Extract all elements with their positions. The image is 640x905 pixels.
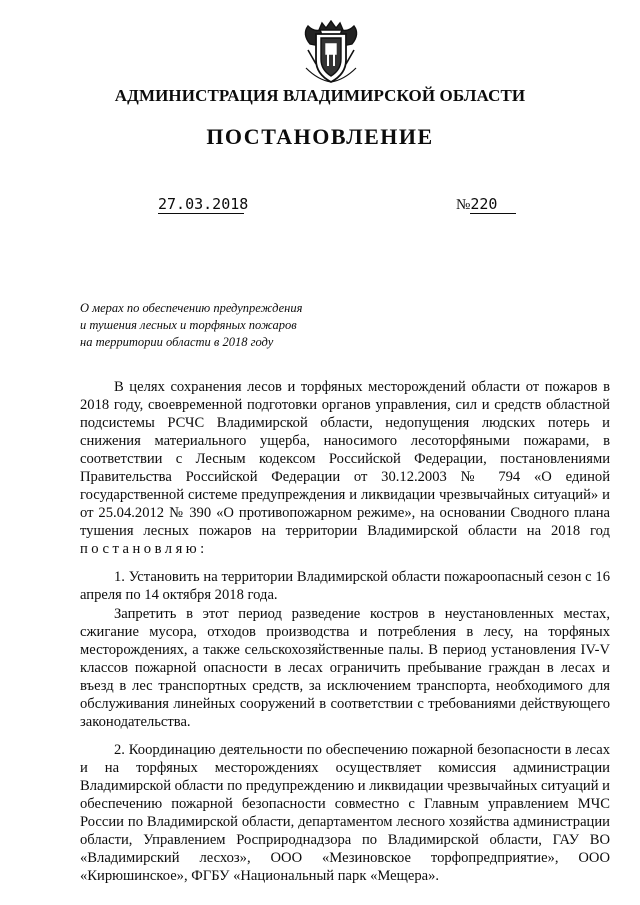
subject-line: О мерах по обеспечению предупреждения bbox=[80, 301, 303, 315]
coat-of-arms-icon bbox=[298, 20, 364, 86]
item-1-paragraph: 1. Установить на территории Владимирской области пожароопасный сезон с 16 апреля по 14 октября 2018 года. bbox=[80, 569, 610, 603]
document-body bbox=[80, 378, 610, 891]
number-sign: № bbox=[456, 197, 471, 213]
preamble-text: В целях сохранения лесов и торфяных месторождений области от пожаров в 2018 году, своевременной подготовки органов управления, сил и средств областной подсистемы РСЧС Владимирской области, недопущения людских потерь и снижения материального ущерба, наносимого лесоторфяными пожарами, в соответствии с Лесным кодексом Российской Федерации, постановлениями Правительства Российской Федерации от 30.12.2003 № 794 «О единой государственной системе предупреждения и ликвидации чрезвычайных ситуаций» и от 25.04.2012 № 390 «О противопожарном режиме», на основании Сводного плана тушения лесных пожаров на территории Владимирской области на 2018 год bbox=[80, 379, 610, 539]
resolve-word: постановляю: bbox=[80, 541, 208, 557]
document-type-title: ПОСТАНОВЛЕНИЕ bbox=[206, 124, 434, 149]
number-value: 220 bbox=[470, 195, 516, 214]
organization-name: АДМИНИСТРАЦИЯ ВЛАДИМИРСКОЙ ОБЛАСТИ bbox=[114, 86, 526, 105]
subject-line: и тушения лесных и торфяных пожаров bbox=[80, 318, 297, 332]
document-date: 27.03.2018 bbox=[158, 195, 249, 213]
document-subject bbox=[80, 300, 340, 351]
subject-line: на территории области в 2018 году bbox=[80, 335, 274, 349]
preamble-paragraph bbox=[80, 378, 610, 558]
document-number bbox=[456, 195, 516, 214]
item-2-paragraph: 2. Координацию деятельности по обеспечению пожарной безопасности в лесах и на торфяных месторождениях осуществляет комиссия администрации Владимирской области по предупреждению и ликвидации чрезвычайных ситуаций и обеспечению пожарной безопасности совместно с Главным управлением МЧС России по Владимирской области, департаментом лесного хозяйства администрации области, Управлением Росприроднадзора по Владимирской области, ГАУ ВО «Владимирский лесхоз», ООО «Мезиновское торфопредприятие», ООО «Кирюшинское», ФГБУ «Национальный парк «Мещера». bbox=[80, 742, 610, 884]
item-1-continuation: Запретить в этот период разведение костров в неустановленных местах, сжигание мусора, отходов производства и потребления в лесу, на торфяных месторождениях, а также сельскохозяйственные палы. В период установления IV-V классов пожарной опасности в лесах ограничить пребывание граждан в лесах и въезд в лес транспортных средств, за исключением транспорта, необходимого для обслуживания линейных сооружений в соответствии с требованиями действующего законодательства. bbox=[80, 606, 610, 730]
